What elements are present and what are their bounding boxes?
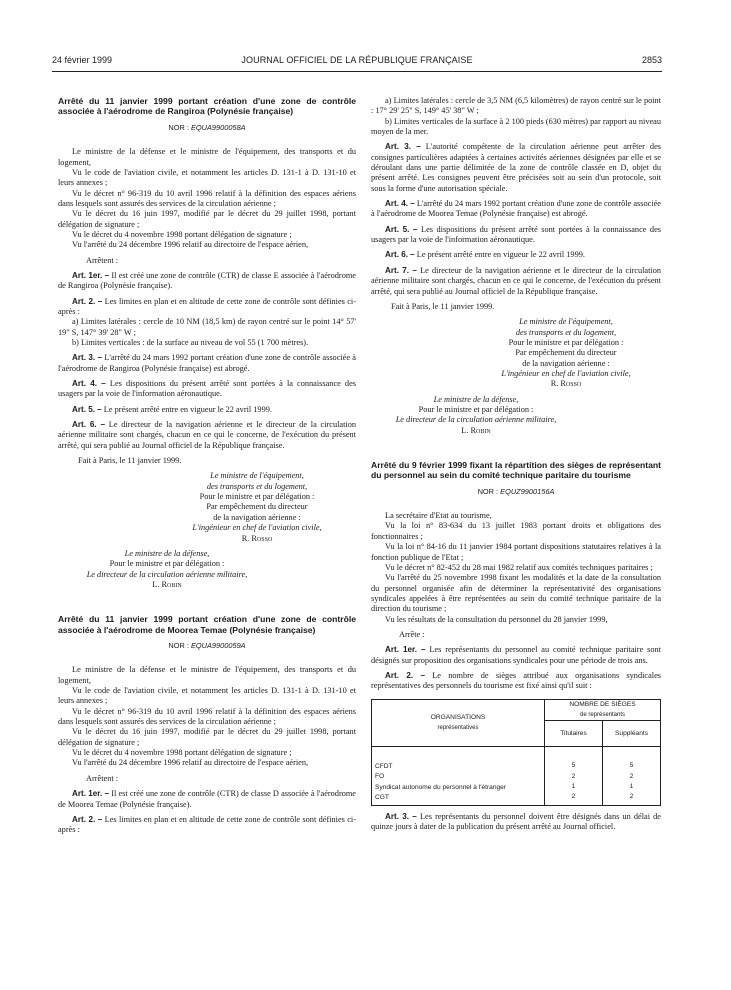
signature-block-defense: Le ministre de la défense, Pour le ministre et par délégation : Le directeur de la circulation aérienne militaire, L. Robin bbox=[395, 394, 557, 435]
visa: Vu l'arrêté du 24 décembre 1996 relatif au directoire de l'espace aérien, bbox=[72, 240, 309, 250]
article-5: Art. 5. – Les dispositions du présent arrêté sont portées à la connaissance des usagers par la voie de l'information aéronautique. bbox=[371, 224, 661, 245]
decree-title-rangiroa: Arrêté du 11 janvier 1999 portant création d'une zone de contrôle associée à l'aérodrome de Rangiroa (Polynésie française) bbox=[58, 96, 356, 117]
col-header-titulaires: Titulaires bbox=[545, 721, 603, 747]
article-7: Art. 7. – Le directeur de la navigation aérienne et le directeur de la circulation aérienne militaire sont chargés, chacun en ce qui le concerne, de l'exécution du présent arrêté, qui sera publié au Journal officiel de la République française. bbox=[371, 265, 661, 296]
issue-date: 24 février 1999 bbox=[52, 55, 113, 65]
arrete-heading: Arrêtent : bbox=[86, 255, 119, 265]
article-1: Art. 1er. – Il est créé une zone de contrôle (CTR) de classe D associée à l'aérodrome de Moorea Temae (Polynésie française). bbox=[58, 789, 356, 809]
nor-reference: NOR : EQUZ9900156A bbox=[477, 486, 555, 496]
article-2b: b) Limites verticales : de la surface au niveau de vol 55 (1 700 mètres). bbox=[72, 338, 309, 347]
nor-reference: NOR : EQUA9900058A bbox=[168, 122, 246, 132]
article-5: Art. 5. – Le présent arrêté entre en vigueur le 22 avril 1999. bbox=[72, 404, 272, 414]
signature-block-equipment: Le ministre de l'équipement, des transports et du logement, Pour le ministre et par délégation : Par empêchement du directeur de la navigation aérienne : L'ingénieur en chef de l'aviation civile, R. Rosso bbox=[192, 471, 322, 543]
cell-suppleants: 2 bbox=[603, 772, 661, 782]
visa: Vu le décret n° 96-319 du 10 avril 1996 relatif à la définition des espaces aériens dans lesquels sont assurés des services de la circulation aérienne ; bbox=[58, 706, 356, 727]
col-header-suppleants: Suppléants bbox=[603, 721, 661, 747]
preamble: Le ministre de la défense et le ministre de l'équipement, des transports et du logement, bbox=[58, 665, 356, 685]
cell-organisation: CGT bbox=[372, 792, 545, 805]
article-1: Art. 1er. – Il est créé une zone de contrôle (CTR) de classe E associée à l'aérodrome de Rangiroa (Polynésie française). bbox=[58, 270, 356, 291]
visa: Vu la loi n° 83-634 du 13 juillet 1983 portant droits et obligations des fonctionnaires ; bbox=[371, 521, 661, 541]
page-header bbox=[52, 55, 662, 69]
signature-date: Fait à Paris, le 11 janvier 1999. bbox=[391, 301, 495, 311]
article-2: Art. 2. – Les limites en plan et en altitude de cette zone de contrôle sont définies ci-après : bbox=[58, 296, 356, 316]
decree-title-tourism: Arrêté du 9 février 1999 fixant la répartition des sièges de représentant du personnel au sein du comité technique paritaire du tourisme bbox=[371, 459, 661, 481]
signature-block-equipment: Le ministre de l'équipement, des transports et du logement, Pour le ministre et par délégation : Par empêchement du directeur de la navigation aérienne : L'ingénieur en chef de l'aviation civile, R. Rosso bbox=[501, 317, 631, 389]
article-2a: a) Limites latérales : cercle de 3,5 NM (6,5 kilomètres) de rayon centré sur le point : 17° 29' 25" S, 149° 45' 38" W ; bbox=[371, 96, 661, 116]
col-header-organisations: ORGANISATIONS représentatives bbox=[372, 699, 545, 747]
table-row bbox=[372, 792, 661, 805]
signature-block-defense: Le ministre de la défense, Pour le ministre et par délégation : Le directeur de la circulation aérienne militaire, L. Robin bbox=[86, 548, 248, 589]
table-row bbox=[372, 747, 661, 772]
visa: Vu la loi n° 84-16 du 11 janvier 1984 portant dispositions statutaires relatives à la fonction publique de l'Etat ; bbox=[371, 542, 661, 562]
article-4: Art. 4. – Les dispositions du présent arrêté sont portées à la connaissance des usagers par la voie de l'information aéronautique. bbox=[58, 379, 356, 399]
table-row bbox=[372, 772, 661, 782]
signature-date: Fait à Paris, le 11 janvier 1999. bbox=[78, 456, 182, 466]
article-6: Art. 6. – Le présent arrêté entre en vigueur le 22 avril 1999. bbox=[385, 250, 585, 260]
page-number: 2853 bbox=[641, 55, 662, 65]
article-3: Art. 3. – L'autorité compétente de la circulation aérienne peut arrêter des consignes particulières adaptées à certaines activités aériennes désignées par elle et se déroulant dans une partie délimitée de la zone de contrôle classée en D, objet du présent arrêté. Les consignes peuvent être précisées soit au sein d'un protocole, soit sous la forme d'une autorisation spéciale. bbox=[371, 142, 661, 193]
decree-title-moorea: Arrêté du 11 janvier 1999 portant création d'une zone de contrôle associée à l'aérodrome de Moorea Temae (Polynésie française) bbox=[58, 614, 356, 635]
article-6: Art. 6. – Le directeur de la navigation aérienne et le directeur de la circulation aérienne militaire sont chargés, chacun en ce qui le concerne, de l'exécution du présent arrêté, qui sera publié au Journal officiel de la République française. bbox=[58, 420, 356, 450]
cell-titulaires: 2 bbox=[545, 772, 603, 782]
journal-title: JOURNAL OFFICIEL DE LA RÉPUBLIQUE FRANÇAISE bbox=[241, 55, 473, 65]
preamble: La secrétaire d'Etat au tourisme, bbox=[385, 511, 492, 521]
seats-table bbox=[371, 699, 661, 806]
visa: Vu les résultats de la consultation du personnel du 28 janvier 1999, bbox=[385, 614, 608, 624]
nor-reference: NOR : EQUA9900059A bbox=[168, 641, 246, 651]
cell-organisation: FO bbox=[372, 772, 545, 782]
right-column bbox=[371, 96, 661, 832]
article-3: Art. 3. – Les représentants du personnel doivent être désignés dans un délai de quinze jours à dater de la publication du présent arrêté au Journal officiel. bbox=[371, 811, 661, 832]
visa: Vu le code de l'aviation civile, et notamment les articles D. 131-1 à D. 131-10 et leurs annexes ; bbox=[58, 167, 356, 188]
arrete-heading: Arrêtent : bbox=[86, 773, 119, 783]
article-3: Art. 3. – L'arrêté du 24 mars 1992 portant création d'une zone de contrôle associée à l'aérodrome de Rangiroa (Polynésie française) est abrogé. bbox=[58, 353, 356, 373]
arrete-heading: Arrête : bbox=[399, 629, 425, 639]
article-2: Art. 2. – Le nombre de sièges attribué aux organisations syndicales représentatives des personnels du tourisme est fixé ainsi qu'il suit : bbox=[371, 670, 661, 691]
col-header-seats: NOMBRE DE SIÈGES de représentants bbox=[545, 699, 661, 721]
cell-suppleants: 1 bbox=[603, 782, 661, 792]
cell-titulaires: 2 bbox=[545, 792, 603, 805]
article-1: Art. 1er. – Les représentants du personnel au comité technique paritaire sont désignés sur proposition des organisations syndicales pour une période de trois ans. bbox=[371, 645, 661, 665]
article-2a: a) Limites latérales : cercle de 10 NM (18,5 km) de rayon centré sur le point 14° 57' 19" S, 147° 39' 28" W ; bbox=[58, 317, 356, 337]
cell-suppleants: 2 bbox=[603, 792, 661, 805]
visa: Vu l'arrêté du 25 novembre 1998 fixant les modalités et la date de la consultation du personnel organisée afin de déterminer la représentativité des organisations syndicales appelées à être représentées au sein du comité technique paritaire de la direction du tourisme ; bbox=[371, 573, 661, 614]
article-2b: b) Limites verticales de la surface à 2 100 pieds (630 mètres) par rapport au niveau moyen de la mer. bbox=[371, 116, 661, 137]
cell-titulaires: 5 bbox=[545, 747, 603, 772]
visa: Vu le décret du 4 novembre 1998 portant délégation de signature ; bbox=[72, 748, 292, 758]
cell-organisation: CFDT bbox=[372, 747, 545, 772]
preamble: Le ministre de la défense et le ministre de l'équipement, des transports et du logement, bbox=[58, 147, 356, 167]
article-2: Art. 2. – Les limites en plan et en altitude de cette zone de contrôle sont définies ci-après : bbox=[58, 814, 356, 835]
left-column bbox=[58, 96, 356, 836]
visa: Vu l'arrêté du 24 décembre 1996 relatif au directoire de l'espace aérien, bbox=[72, 758, 309, 768]
table-row bbox=[372, 782, 661, 792]
visa: Vu le code de l'aviation civile, et notamment les articles D. 131-1 à D. 131-10 et leurs annexes ; bbox=[58, 686, 356, 706]
visa: Vu le décret du 16 juin 1997, modifié par le décret du 29 juillet 1998, portant délégation de signature ; bbox=[58, 209, 356, 229]
header-divider bbox=[52, 71, 662, 72]
cell-titulaires: 1 bbox=[545, 782, 603, 792]
cell-suppleants: 5 bbox=[603, 747, 661, 772]
cell-organisation: Syndicat autonome du personnel à l'étranger bbox=[372, 782, 545, 792]
visa: Vu le décret n° 96-319 du 10 avril 1996 relatif à la définition des espaces aériens dans lesquels sont assurés des services de la circulation aérienne ; bbox=[58, 188, 356, 208]
visa: Vu le décret du 4 novembre 1998 portant délégation de signature ; bbox=[72, 229, 292, 239]
article-4: Art. 4. – L'arrêté du 24 mars 1992 portant création d'une zone de contrôle associée à l'aérodrome de Moorea Temae (Polynésie française) est abrogé. bbox=[371, 199, 661, 219]
visa: Vu le décret du 16 juin 1997, modifié par le décret du 29 juillet 1998, portant délégation de signature ; bbox=[58, 727, 356, 747]
visa: Vu le décret n° 82-452 du 28 mai 1982 relatif aux comités techniques paritaires ; bbox=[385, 562, 653, 572]
